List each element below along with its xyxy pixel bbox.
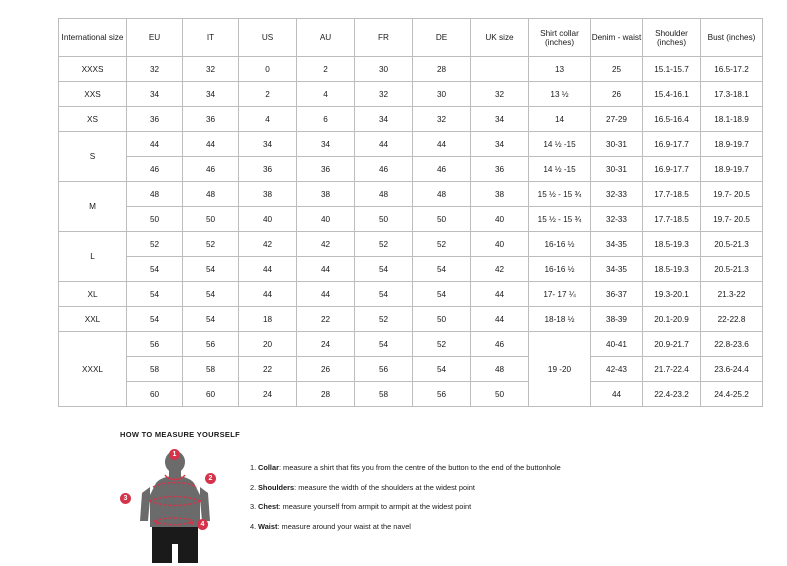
cell-it: 60 [183, 382, 239, 407]
cell-us: 24 [239, 382, 297, 407]
cell-de: 48 [413, 182, 471, 207]
cell-eu: 54 [127, 282, 183, 307]
torso-diagram [120, 449, 230, 566]
cell-uk-size [471, 57, 529, 82]
cell-au: 40 [297, 207, 355, 232]
cell-de: 44 [413, 132, 471, 157]
cell-fr: 44 [355, 132, 413, 157]
table-row [59, 207, 763, 232]
cell-fr: 54 [355, 332, 413, 357]
cell-au: 24 [297, 332, 355, 357]
cell-denim-waist: 32-33 [591, 207, 643, 232]
cell-it: 50 [183, 207, 239, 232]
size-chart-table [58, 18, 763, 407]
cell-au: 44 [297, 257, 355, 282]
table-row [59, 157, 763, 182]
table-row [59, 257, 763, 282]
cell-us: 38 [239, 182, 297, 207]
cell-uk-size: 34 [471, 107, 529, 132]
size-chart-container [58, 18, 756, 407]
cell-bust: 23.6-24.4 [701, 357, 763, 382]
cell-denim-waist: 38-39 [591, 307, 643, 332]
measure-step [250, 483, 561, 494]
cell-fr: 54 [355, 257, 413, 282]
cell-denim-waist: 44 [591, 382, 643, 407]
measure-step-text: : measure yourself from armpit to armpit at the widest point [278, 502, 472, 512]
cell-uk-size: 44 [471, 307, 529, 332]
cell-de: 54 [413, 257, 471, 282]
cell-shoulder: 17.7-18.5 [643, 182, 701, 207]
cell-bust: 20.5-21.3 [701, 232, 763, 257]
cell-bust: 18.9-19.7 [701, 157, 763, 182]
col-header-au: AU [297, 19, 355, 57]
table-row [59, 132, 763, 157]
cell-us: 4 [239, 107, 297, 132]
cell-fr: 52 [355, 232, 413, 257]
cell-it: 58 [183, 357, 239, 382]
cell-eu: 54 [127, 307, 183, 332]
cell-de: 52 [413, 332, 471, 357]
cell-uk-size: 40 [471, 232, 529, 257]
col-header-shoulder: Shoulder (inches) [643, 19, 701, 57]
measure-steps-list [250, 449, 561, 542]
table-row [59, 107, 763, 132]
cell-it: 54 [183, 257, 239, 282]
cell-bust: 16.5-17.2 [701, 57, 763, 82]
measure-step-term: Waist [258, 522, 278, 532]
cell-us: 36 [239, 157, 297, 182]
cell-shirt-collar: 19 -20 [529, 332, 591, 407]
cell-fr: 48 [355, 182, 413, 207]
cell-shoulder: 15.4-16.1 [643, 82, 701, 107]
cell-shirt-collar: 13 ½ [529, 82, 591, 107]
table-row [59, 307, 763, 332]
measure-step-number: 2. [250, 482, 257, 492]
cell-fr: 30 [355, 57, 413, 82]
cell-fr: 56 [355, 357, 413, 382]
cell-shoulder: 16.9-17.7 [643, 132, 701, 157]
cell-au: 42 [297, 232, 355, 257]
cell-us: 2 [239, 82, 297, 107]
cell-it: 46 [183, 157, 239, 182]
cell-shoulder: 20.1-20.9 [643, 307, 701, 332]
cell-bust: 19.7- 20.5 [701, 207, 763, 232]
measure-step [250, 522, 561, 533]
cell-it: 48 [183, 182, 239, 207]
col-header-bust: Bust (inches) [701, 19, 763, 57]
measure-step [250, 502, 561, 513]
measure-step-number: 3. [250, 502, 257, 512]
measure-step-text: : measure a shirt that fits you from the centre of the button to the end of the buttonhole [278, 463, 561, 472]
cell-de: 30 [413, 82, 471, 107]
cell-uk-size: 32 [471, 82, 529, 107]
cell-de: 52 [413, 232, 471, 257]
cell-fr: 32 [355, 82, 413, 107]
measure-step-number: 4. [250, 522, 257, 532]
table-row [59, 282, 763, 307]
cell-de: 54 [413, 282, 471, 307]
cell-bust: 22.8-23.6 [701, 332, 763, 357]
cell-shirt-collar: 17- 17 ¼ [529, 282, 591, 307]
cell-de: 50 [413, 307, 471, 332]
measure-step-text: : measure the width of the shoulders at the widest point [294, 482, 475, 492]
cell-de: 32 [413, 107, 471, 132]
cell-denim-waist: 30-31 [591, 132, 643, 157]
cell-eu: 56 [127, 332, 183, 357]
cell-shirt-collar: 14 [529, 107, 591, 132]
cell-bust: 18.9-19.7 [701, 132, 763, 157]
cell-eu: 36 [127, 107, 183, 132]
how-to-measure-section [120, 430, 720, 566]
cell-denim-waist: 34-35 [591, 257, 643, 282]
cell-us: 44 [239, 282, 297, 307]
cell-denim-waist: 32-33 [591, 182, 643, 207]
cell-it: 54 [183, 282, 239, 307]
cell-eu: 44 [127, 132, 183, 157]
cell-uk-size: 48 [471, 357, 529, 382]
cell-denim-waist: 26 [591, 82, 643, 107]
measure-step-term: Chest [258, 502, 279, 512]
table-header [59, 19, 763, 57]
cell-shirt-collar: 13 [529, 57, 591, 82]
cell-international-size: XXXS [59, 57, 127, 82]
cell-bust: 18.1-18.9 [701, 107, 763, 132]
cell-au: 2 [297, 57, 355, 82]
cell-de: 46 [413, 157, 471, 182]
cell-uk-size: 36 [471, 157, 529, 182]
cell-au: 22 [297, 307, 355, 332]
cell-au: 6 [297, 107, 355, 132]
cell-shirt-collar: 14 ½ -15 [529, 157, 591, 182]
cell-fr: 58 [355, 382, 413, 407]
cell-shoulder: 18.5-19.3 [643, 232, 701, 257]
cell-bust: 20.5-21.3 [701, 257, 763, 282]
table-row [59, 232, 763, 257]
cell-us: 44 [239, 257, 297, 282]
cell-au: 34 [297, 132, 355, 157]
cell-fr: 52 [355, 307, 413, 332]
cell-denim-waist: 25 [591, 57, 643, 82]
cell-shoulder: 15.1-15.7 [643, 57, 701, 82]
cell-shoulder: 20.9-21.7 [643, 332, 701, 357]
col-header-uk-size: UK size [471, 19, 529, 57]
cell-it: 34 [183, 82, 239, 107]
cell-shirt-collar: 16-16 ½ [529, 257, 591, 282]
cell-bust: 19.7- 20.5 [701, 182, 763, 207]
cell-it: 36 [183, 107, 239, 132]
cell-us: 0 [239, 57, 297, 82]
cell-international-size: M [59, 182, 127, 232]
cell-international-size: XXXL [59, 332, 127, 407]
how-to-measure-title: HOW TO MEASURE YOURSELF [120, 430, 240, 439]
cell-it: 56 [183, 332, 239, 357]
cell-us: 42 [239, 232, 297, 257]
measure-step-term: Shoulders [258, 482, 295, 492]
cell-denim-waist: 42-43 [591, 357, 643, 382]
cell-eu: 52 [127, 232, 183, 257]
table-row [59, 57, 763, 82]
table-row [59, 82, 763, 107]
measure-step-number: 1. [250, 463, 257, 472]
cell-shoulder: 21.7-22.4 [643, 357, 701, 382]
col-header-international-size: International size [59, 19, 127, 57]
table-row [59, 332, 763, 357]
cell-eu: 34 [127, 82, 183, 107]
cell-de: 28 [413, 57, 471, 82]
cell-international-size: XL [59, 282, 127, 307]
cell-fr: 46 [355, 157, 413, 182]
torso-illustration-svg [120, 449, 230, 566]
cell-international-size: XXS [59, 82, 127, 107]
cell-shoulder: 16.5-16.4 [643, 107, 701, 132]
cell-international-size: XS [59, 107, 127, 132]
marker-1-collar: 1 [169, 449, 180, 460]
col-header-de: DE [413, 19, 471, 57]
cell-shirt-collar: 16-16 ½ [529, 232, 591, 257]
cell-fr: 34 [355, 107, 413, 132]
cell-us: 40 [239, 207, 297, 232]
cell-au: 28 [297, 382, 355, 407]
col-header-it: IT [183, 19, 239, 57]
col-header-eu: EU [127, 19, 183, 57]
marker-4-waist: 4 [197, 519, 208, 530]
col-header-fr: FR [355, 19, 413, 57]
cell-de: 56 [413, 382, 471, 407]
cell-uk-size: 40 [471, 207, 529, 232]
cell-shirt-collar: 15 ½ - 15 ¾ [529, 207, 591, 232]
cell-uk-size: 50 [471, 382, 529, 407]
cell-bust: 17.3-18.1 [701, 82, 763, 107]
cell-international-size: XXL [59, 307, 127, 332]
cell-au: 4 [297, 82, 355, 107]
cell-us: 20 [239, 332, 297, 357]
cell-de: 54 [413, 357, 471, 382]
cell-it: 52 [183, 232, 239, 257]
cell-shoulder: 19.3-20.1 [643, 282, 701, 307]
cell-au: 38 [297, 182, 355, 207]
cell-shoulder: 18.5-19.3 [643, 257, 701, 282]
cell-eu: 32 [127, 57, 183, 82]
cell-uk-size: 44 [471, 282, 529, 307]
marker-3-chest: 3 [120, 493, 131, 504]
col-header-denim-waist: Denim - waist [591, 19, 643, 57]
table-header-row [59, 19, 763, 57]
cell-us: 34 [239, 132, 297, 157]
cell-au: 44 [297, 282, 355, 307]
cell-eu: 50 [127, 207, 183, 232]
table-row [59, 182, 763, 207]
cell-shoulder: 16.9-17.7 [643, 157, 701, 182]
measure-step [250, 463, 561, 474]
cell-eu: 46 [127, 157, 183, 182]
cell-us: 18 [239, 307, 297, 332]
cell-it: 32 [183, 57, 239, 82]
cell-au: 36 [297, 157, 355, 182]
cell-international-size: S [59, 132, 127, 182]
table-row [59, 357, 763, 382]
cell-denim-waist: 36-37 [591, 282, 643, 307]
cell-eu: 48 [127, 182, 183, 207]
cell-denim-waist: 34-35 [591, 232, 643, 257]
cell-eu: 54 [127, 257, 183, 282]
cell-denim-waist: 27-29 [591, 107, 643, 132]
measure-step-term: Collar [258, 463, 279, 472]
table-row [59, 382, 763, 407]
cell-fr: 50 [355, 207, 413, 232]
measure-step-text: : measure around your waist at the navel [277, 522, 411, 532]
cell-uk-size: 46 [471, 332, 529, 357]
cell-eu: 60 [127, 382, 183, 407]
cell-us: 22 [239, 357, 297, 382]
cell-de: 50 [413, 207, 471, 232]
cell-it: 54 [183, 307, 239, 332]
marker-2-shoulders: 2 [205, 473, 216, 484]
cell-au: 26 [297, 357, 355, 382]
cell-bust: 21.3-22 [701, 282, 763, 307]
col-header-shirt-collar: Shirt collar (inches) [529, 19, 591, 57]
cell-fr: 54 [355, 282, 413, 307]
cell-shirt-collar: 18-18 ½ [529, 307, 591, 332]
cell-shirt-collar: 14 ½ -15 [529, 132, 591, 157]
cell-international-size: L [59, 232, 127, 282]
cell-bust: 24.4-25.2 [701, 382, 763, 407]
cell-uk-size: 38 [471, 182, 529, 207]
cell-it: 44 [183, 132, 239, 157]
cell-uk-size: 42 [471, 257, 529, 282]
cell-eu: 58 [127, 357, 183, 382]
cell-shoulder: 17.7-18.5 [643, 207, 701, 232]
cell-shoulder: 22.4-23.2 [643, 382, 701, 407]
table-body [59, 57, 763, 407]
col-header-us: US [239, 19, 297, 57]
cell-denim-waist: 30-31 [591, 157, 643, 182]
cell-shirt-collar: 15 ½ - 15 ¾ [529, 182, 591, 207]
cell-bust: 22-22.8 [701, 307, 763, 332]
cell-uk-size: 34 [471, 132, 529, 157]
cell-denim-waist: 40-41 [591, 332, 643, 357]
